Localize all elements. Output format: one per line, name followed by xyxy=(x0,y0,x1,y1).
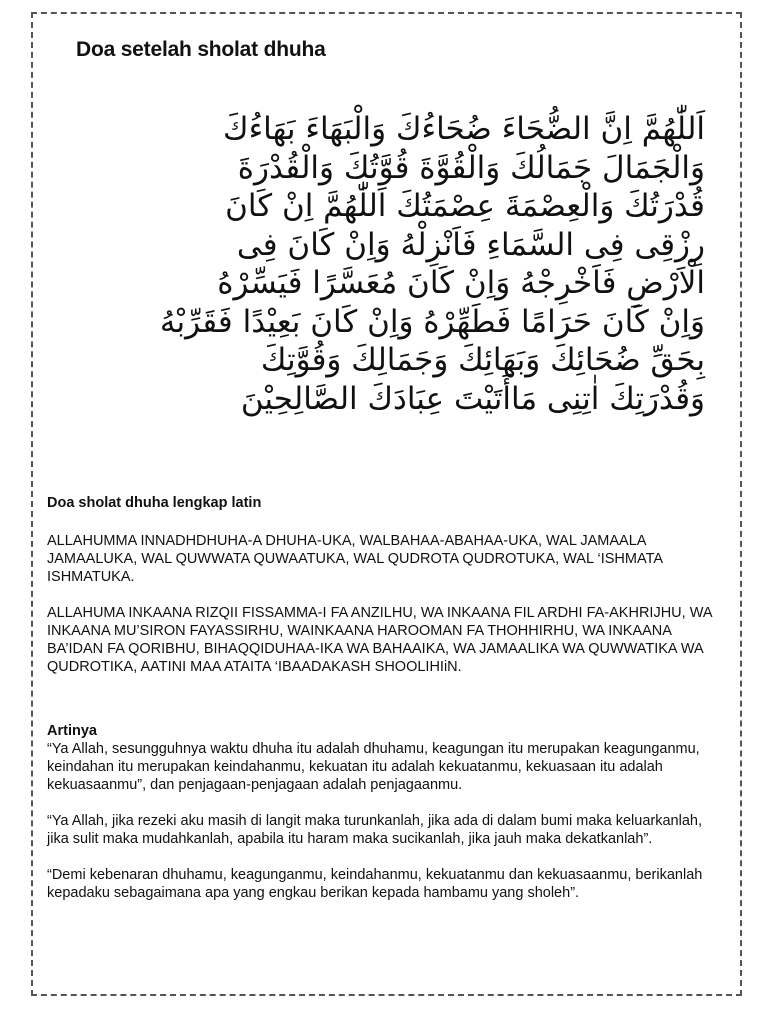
latin-heading: Doa sholat dhuha lengkap latin xyxy=(47,495,262,511)
arabic-line: اَللّٰهُمَّ اِنَّ الضُّحَاءَ ضُحَاءُكَ وَالْبَهَاءَ بَهَاءُكَ xyxy=(223,111,705,147)
translation-paragraph: “Ya Allah, sesungguhnya waktu dhuha itu adalah dhuhamu, keagungan itu merupakan keagunganmu, keindahan itu merupakan keindahanmu, kekuatan itu adalah kekuatanmu, kekuasaan itu adalah kekuasaanmu”, dan penjagaan-penjagaan adalah penjagaanmu. xyxy=(47,741,700,793)
arabic-line: وَالْجَمَالَ جَمَالُكَ وَالْقُوَّةَ قُوَّتُكَ وَالْقُدْرَةَ xyxy=(237,149,705,186)
translation-paragraph: “Demi kebenaran dhuhamu, keagunganmu, keindahanmu, kekuatanmu dan kekuasaanmu, berikanlah kepadaku sebagaimana apa yang engkau berikan kepada hambamu yang sholeh”. xyxy=(47,867,703,901)
arabic-line: وَقُدْرَتِكَ اٰتِنِى مَاأَتَيْتَ عِبَادَكَ الصَّالِحِيْنَ xyxy=(240,380,705,417)
arabic-prayer-text xyxy=(60,110,705,418)
latin-paragraph: ALLAHUMMA INNADHDHUHA-A DHUHA-UKA, WALBAHAA-ABAHAA-UKA, WAL JAMAALA JAMAALUKA, WAL QUWWATA QUWAATUKA, WAL QUDROTA QUDROTUKA, WAL ‘ISHMATA ISHMATUKA. xyxy=(47,533,663,585)
translation-section xyxy=(47,722,727,902)
arabic-line: الْاَرْضِ فَاَخْرِجْهُ وَاِنْ كَانَ مُعَسَّرًا فَيَسِّرْهُ xyxy=(217,265,705,301)
arabic-line: قُدْرَتُكَ وَالْعِصْمَةَ عِصْمَتُكَ اَللّٰهُمَّ اِنْ كَانَ xyxy=(225,188,705,224)
arabic-line: وَاِنْ كَانَ حَرَامًا فَطَهِّرْهُ وَاِنْ كَانَ بَعِيْدًا فَقَرِّبْهُ xyxy=(159,303,705,340)
latin-paragraph: ALLAHUMA INKAANA RIZQII FISSAMMA-I FA ANZILHU, WA INKAANA FIL ARDHI FA-AKHRIJHU, WA INKAANA MU’SIRON FAYASSIRHU, WAINKAANA HAROOMAN FA THOHHIRHU, WA INKAANA BA’IDAN FA QORIBHU, BIHAQQIDUHAA-IKA WA BAHAAIKA, WA JAMAALIKA WA QUWWATIKA WA QUDROTIKA, AATINI MAA ATAITA ‘IBAADAKASH SHOOLIHIiN. xyxy=(47,605,712,675)
arabic-line: بِحَقِّ ضُحَائِكَ وَبَهَائِكَ وَجَمَالِكَ وَقُوَّتِكَ xyxy=(260,342,705,378)
translation-paragraph: “Ya Allah, jika rezeki aku masih di langit maka turunkanlah, jika ada di dalam bumi maka keluarkanlah, jika sulit maka mudahkanlah, apabila itu haram maka sucikanlah, jika jauh maka dekatkanlah”. xyxy=(47,813,702,847)
arabic-line: رِزْقِى فِى السَّمَاءِ فَاَنْزِلْهُ وَاِنْ كَانَ فِى xyxy=(236,226,705,263)
translation-heading: Artinya xyxy=(47,723,97,739)
latin-section xyxy=(47,494,727,676)
page-title: Doa setelah sholat dhuha xyxy=(76,38,326,61)
